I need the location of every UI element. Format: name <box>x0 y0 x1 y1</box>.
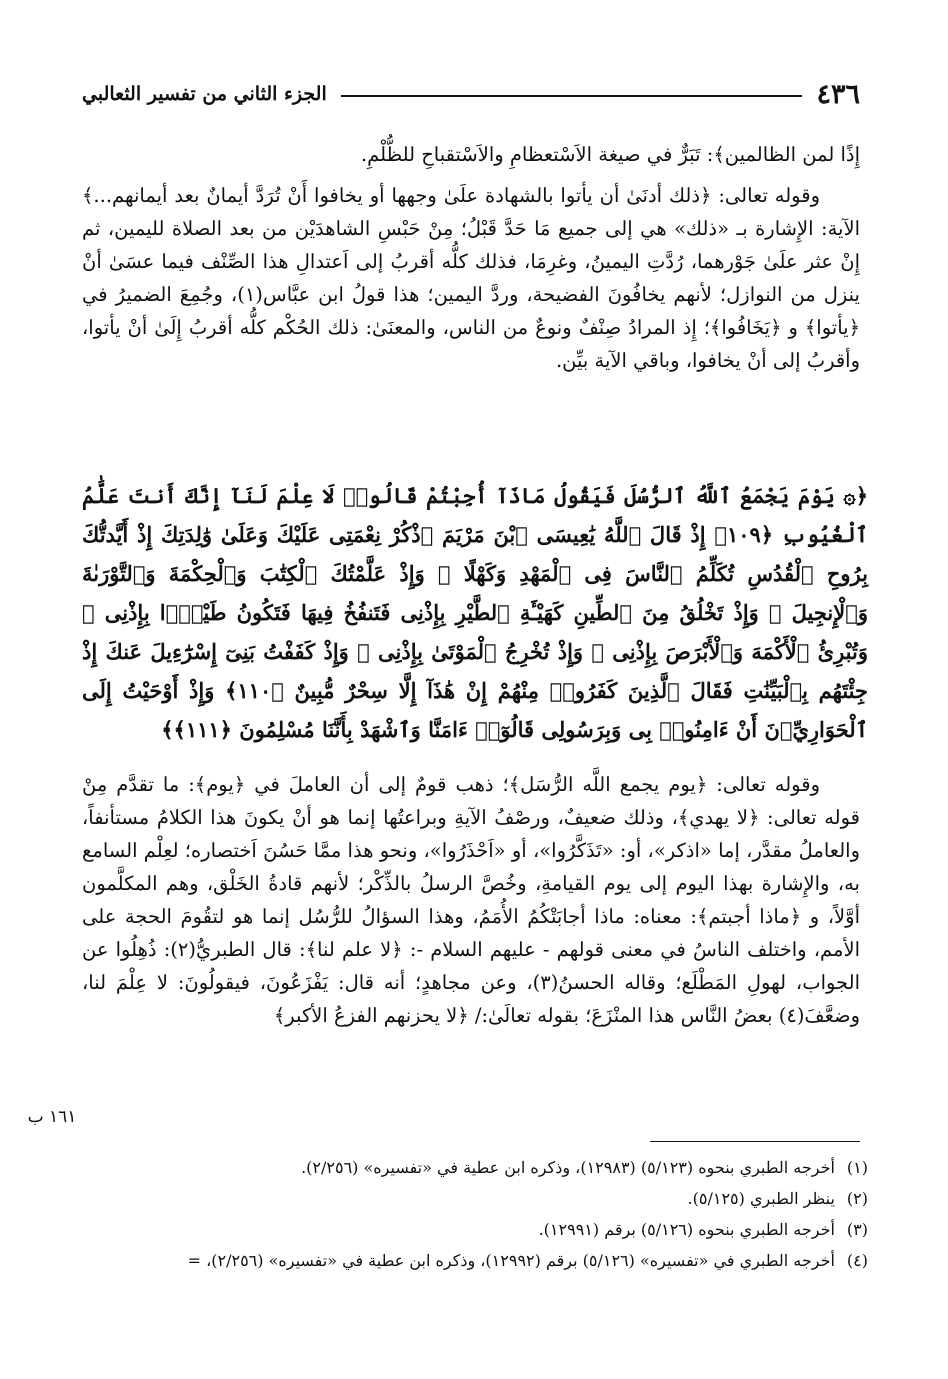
footnote-number: (٤) <box>846 1251 868 1270</box>
footnote-divider <box>650 1141 860 1142</box>
header-rule <box>341 95 803 97</box>
commentary-block-2 <box>82 768 860 1032</box>
footnote-3 <box>82 1214 868 1245</box>
footnote-text: أخرجه الطبري في «تفسيره» (٥/١٢٦) برقم (١٢٩٩٢)، وذكره ابن عطية في «تفسيره» (٢/٢٥٦)، = <box>187 1251 835 1270</box>
footnote-text: أخرجه الطبري بنحوه (٥/١٢٣) (١٢٩٨٣)، وذكره ابن عطية في «تفسيره» (٢/٢٥٦). <box>301 1158 835 1177</box>
footnote-1 <box>82 1152 868 1183</box>
commentary-block-1 <box>82 138 860 377</box>
footnote-4 <box>82 1245 868 1276</box>
manuscript-folio-note: ١٦١ ب <box>27 1107 77 1127</box>
footnote-number: (١) <box>846 1158 868 1177</box>
footnote-number: (٣) <box>846 1220 868 1239</box>
quran-verses: ﴿۞ يَوْمَ يَجْمَعُ ٱللَّهُ ٱلرُّسُلَ فَيَقُولُ مَاذَآ أُجِبْتُمْ قَالُوا۟ لَا عِلْمَ لَنَآ إِنَّكَ أَنتَ عَلَّٰمُ ٱلْغُيُوبِ ﴿١٠٩﴾ إِذْ قَالَ ٱللَّهُ يَٰعِيسَى ٱبْنَ مَرْيَمَ ٱذْكُرْ نِعْمَتِى عَلَيْكَ وَعَلَىٰ وَٰلِدَتِكَ إِذْ أَيَّدتُّكَ بِرُوحِ ٱلْقُدُسِ تُكَلِّمُ ٱلنَّاسَ فِى ٱلْمَهْدِ وَكَهْلًا ۖ وَإِذْ عَلَّمْتُكَ ٱلْكِتَٰبَ وَٱلْحِكْمَةَ وَٱلتَّوْرَىٰةَ وَٱلْإِنجِيلَ ۖ وَإِذْ تَخْلُقُ مِنَ ٱلطِّينِ كَهَيْـَٔةِ ٱلطَّيْرِ بِإِذْنِى فَتَنفُخُ فِيهَا فَتَكُونُ طَيْرًۢا بِإِذْنِى ۖ وَتُبْرِئُ ٱلْأَكْمَهَ وَٱلْأَبْرَصَ بِإِذْنِى ۖ وَإِذْ تُخْرِجُ ٱلْمَوْتَىٰ بِإِذْنِى ۖ وَإِذْ كَفَفْتُ بَنِىٓ إِسْرَٰٓءِيلَ عَنكَ إِذْ جِئْتَهُم بِٱلْبَيِّنَٰتِ فَقَالَ ٱلَّذِينَ كَفَرُوا۟ مِنْهُمْ إِنْ هَٰذَآ إِلَّا سِحْرٌ مُّبِينٌ ﴿١١٠﴾ وَإِذْ أَوْحَيْتُ إِلَى ٱلْحَوَارِيِّۦنَ أَنْ ءَامِنُوا۟ بِى وَبِرَسُولِى قَالُوٓا۟ ءَامَنَّا وَٱشْهَدْ بِأَنَّنَا مُسْلِمُونَ ﴿١١١﴾﴾ <box>82 483 869 742</box>
footnote-number: (٢) <box>846 1189 868 1208</box>
running-title: الجزء الثاني من تفسير الثعالبي <box>82 83 327 105</box>
paragraph-1: إِذًا لمن الظالمين﴾: تَبَرٌّ في صيغة الاَسْتعظامِ والاَسْتقباحِ للظُّلْمِ. <box>360 143 860 166</box>
page-header <box>82 70 860 118</box>
footnote-text: أخرجه الطبري بنحوه (٥/١٢٦) برقم (١٢٩٩١). <box>538 1220 835 1239</box>
footnote-text: ينظر الطبري (٥/١٢٥). <box>687 1189 835 1208</box>
paragraph-2: وقوله تعالى: ﴿ذلك أدنَىٰ أن يأتوا بالشهادة علَىٰ وجهها أو يخافوا أَنْ تُرَدَّ أيمانٌ بعد أيمانهم...﴾ الآية: الإِشارة بـ «ذلك» هي إلى جميع مَا حَدَّ قَبْلُ؛ مِنْ حَبْسِ الشاهدَيْن من بعد الصلاة لليمين، ثم إِنْ عثر علَىٰ جَوْرهما، رُدَّتِ اليمينُ، وغرِمَا، فذلك كلُّه أقربُ إلى اَعتدالِ هذا الصِّنْف فيما عسَىٰ أنْ ينزل من النوازل؛ لأنهم يخافُونَ الفضيحة، وردَّ اليمين؛ هذا قولُ ابن عبَّاس(١)، وجُمِعَ الضميرُ في ﴿يأتوا﴾ و ﴿يَخَافُوا﴾؛ إِذ المرادُ صِنْفٌ ونوعٌ من الناس، والمعنَىٰ: ذلك الحُكْم كلُّه أقربُ إِلَىٰ أنْ يأتوا، وأقربُ إلى أنْ يخافوا، وباقي الآية بيِّن. <box>82 184 860 372</box>
paragraph-3: وقوله تعالى: ﴿يوم يجمع اللَّه الرُّسَل﴾؛ ذهب قومٌ إلى أن العاملَ في ﴿يوم﴾: ما تقدَّم مِنْ قوله تعالى: ﴿لا يهدي﴾، وذلك ضعيفٌ، ورصْفُ الآيةِ وبراعتُها إنما هو أنْ يكونَ هذا الكلامُ مستأنفاً، والعاملُ مقدَّر، إما «اذكر»، أو: «تَذَكَّرُوا»، أو «اَحْذَرُوا»، ونحو هذا ممَّا حَسُنَ اَختصاره؛ لعِلْم السامع به، والإِشارة بهذا اليوم إلى يوم القيامةِ، وخُصَّ الرسلُ بالذِّكْر؛ لأنهم قادةُ الخَلْق، وهم المكلَّمون أوَّلاً، و ﴿ماذا أجبتم﴾: معناه: ماذا أجابَتْكُمُ الأُمَمُ، وهذا السؤالُ للرُّسُل إنما هو لتقُومَ الحجة على الأمم، واختلف الناسُ في معنى قولهم - عليهم السلام -: ﴿لا علم لنا﴾: قال الطبريُّ(٢): ذُهِلُوا عن الجواب، لهولِ المَطْلَع؛ وقاله الحسنُ(٣)، وعن مجاهدٍ؛ أنه قال: يَفْزَعُونَ، فيقولُونَ: لا عِلْمَ لنا، وضعَّفَ(٤) بعضُ النَّاس هذا المنْزَعَ؛ بقوله تعالَىٰ:/ ﴿لا يحزنهم الفزعُ الأكبر﴾ <box>82 773 861 1027</box>
footnotes <box>82 1152 868 1276</box>
page-number: ٤٣٦ <box>816 78 860 110</box>
footnote-2 <box>82 1183 868 1214</box>
